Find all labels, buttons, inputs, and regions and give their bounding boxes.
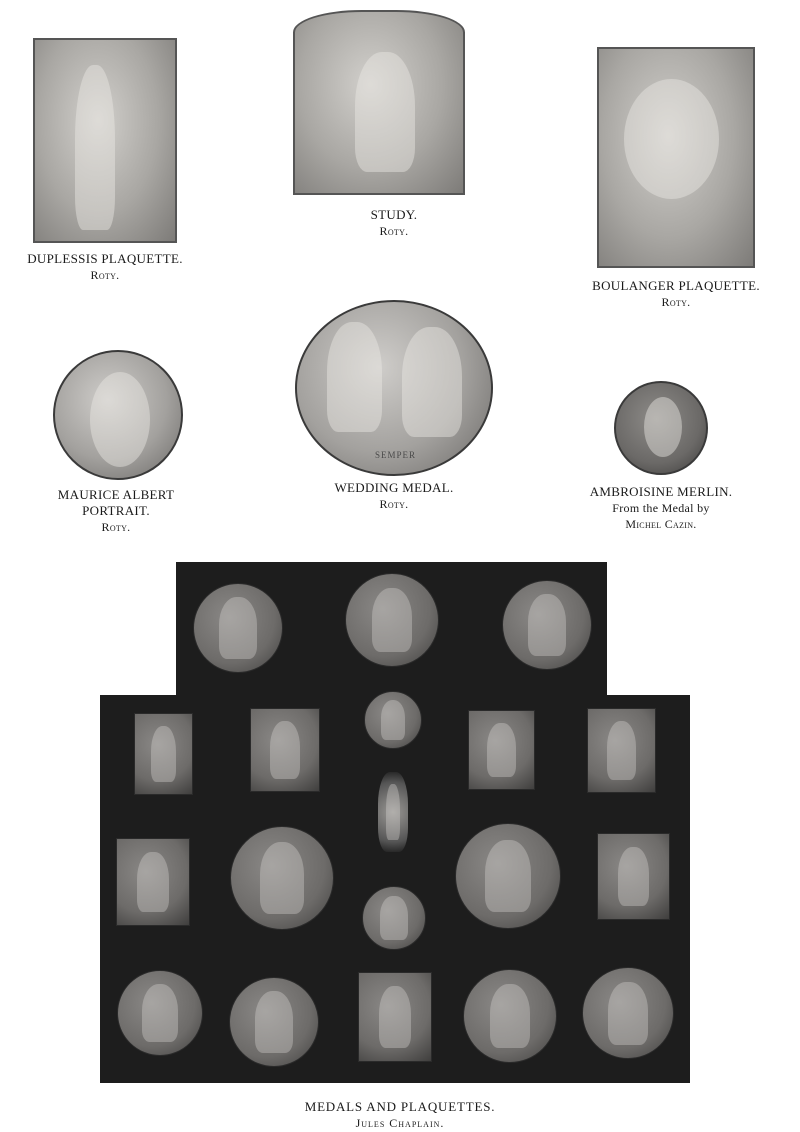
ambroisine-merlin-medal-image (614, 381, 708, 475)
boulanger-caption (592, 278, 760, 310)
ambroisine-merlin-title: AMBROISINE MERLIN. (589, 484, 733, 499)
study-caption (371, 207, 418, 239)
duplessis-title: DUPLESSIS PLAQUETTE. (27, 251, 183, 266)
plate-relief-figure (260, 842, 305, 913)
plate-plaquette-image (468, 710, 535, 790)
plate-plaquette-image (250, 708, 320, 792)
wedding-medal-caption (334, 480, 453, 512)
ambroisine-merlin-note: From the Medal by (612, 501, 710, 515)
plate-relief-figure (372, 588, 412, 652)
plate-relief-figure (151, 726, 176, 782)
plate-medal-image (582, 967, 674, 1059)
wedding-medal-inscription: SEMPER (375, 450, 417, 460)
wedding-medal-title: WEDDING MEDAL. (334, 480, 454, 495)
plate-title: MEDALS AND PLAQUETTES. (304, 1099, 496, 1114)
plate-medal-image (230, 826, 334, 930)
plate-plaquette-image (358, 972, 432, 1062)
plate-relief-figure (255, 991, 294, 1053)
maurice-albert-title-2: PORTRAIT. (82, 503, 150, 518)
plate-relief-figure (487, 723, 516, 778)
plate-relief-figure (528, 594, 567, 656)
plate-relief-figure (380, 896, 407, 939)
ambroisine-merlin-caption (590, 484, 733, 532)
plate-medal-image (502, 580, 592, 670)
plate-relief-figure (386, 784, 399, 840)
maurice-albert-title-1: MAURICE ALBERT (57, 487, 175, 502)
plate-relief-figure (490, 984, 530, 1048)
plate-medal-image (455, 823, 561, 929)
plate-medal-image (463, 969, 557, 1063)
plate-pendant-image (378, 772, 408, 852)
plate-relief-figure (142, 984, 179, 1043)
plate-medal-image (364, 691, 422, 749)
plate-medal-image (193, 583, 283, 673)
study-title: STUDY. (370, 207, 418, 222)
maurice-albert-artist: Roty. (101, 520, 131, 534)
plate-medal-image (117, 970, 203, 1056)
plate-relief-figure (485, 840, 531, 913)
duplessis-plaquette-image (33, 38, 177, 243)
plate-caption (305, 1099, 496, 1131)
plate-relief-figure (618, 847, 649, 907)
boulanger-artist: Roty. (661, 295, 691, 309)
plate-relief-figure (137, 852, 169, 912)
ambroisine-merlin-artist: Michel Cazin. (625, 517, 697, 531)
plate-artist: Jules Chaplain. (355, 1116, 445, 1130)
plate-plaquette-image (116, 838, 190, 926)
plate-relief-figure (607, 721, 636, 779)
plate-relief-figure (219, 597, 258, 659)
plate-relief-figure (379, 986, 411, 1048)
study-artist: Roty. (379, 224, 409, 238)
plate-medal-image (345, 573, 439, 667)
plate-medal-image (229, 977, 319, 1067)
plate-medal-image (362, 886, 426, 950)
wedding-medal-artist: Roty. (379, 497, 409, 511)
duplessis-caption (27, 251, 183, 283)
wedding-medal-image (295, 300, 493, 476)
plate-plaquette-image (597, 833, 670, 920)
plate-relief-figure (381, 700, 406, 739)
plate-plaquette-image (587, 708, 656, 793)
duplessis-artist: Roty. (90, 268, 120, 282)
boulanger-title: BOULANGER PLAQUETTE. (592, 278, 760, 293)
study-plaquette-image (293, 10, 465, 195)
boulanger-plaquette-image (597, 47, 755, 268)
plate-relief-figure (270, 721, 300, 778)
plate-plaquette-image (134, 713, 193, 795)
plate-relief-figure (608, 982, 648, 1045)
maurice-albert-medal-image (53, 350, 183, 480)
maurice-albert-caption (58, 487, 174, 535)
